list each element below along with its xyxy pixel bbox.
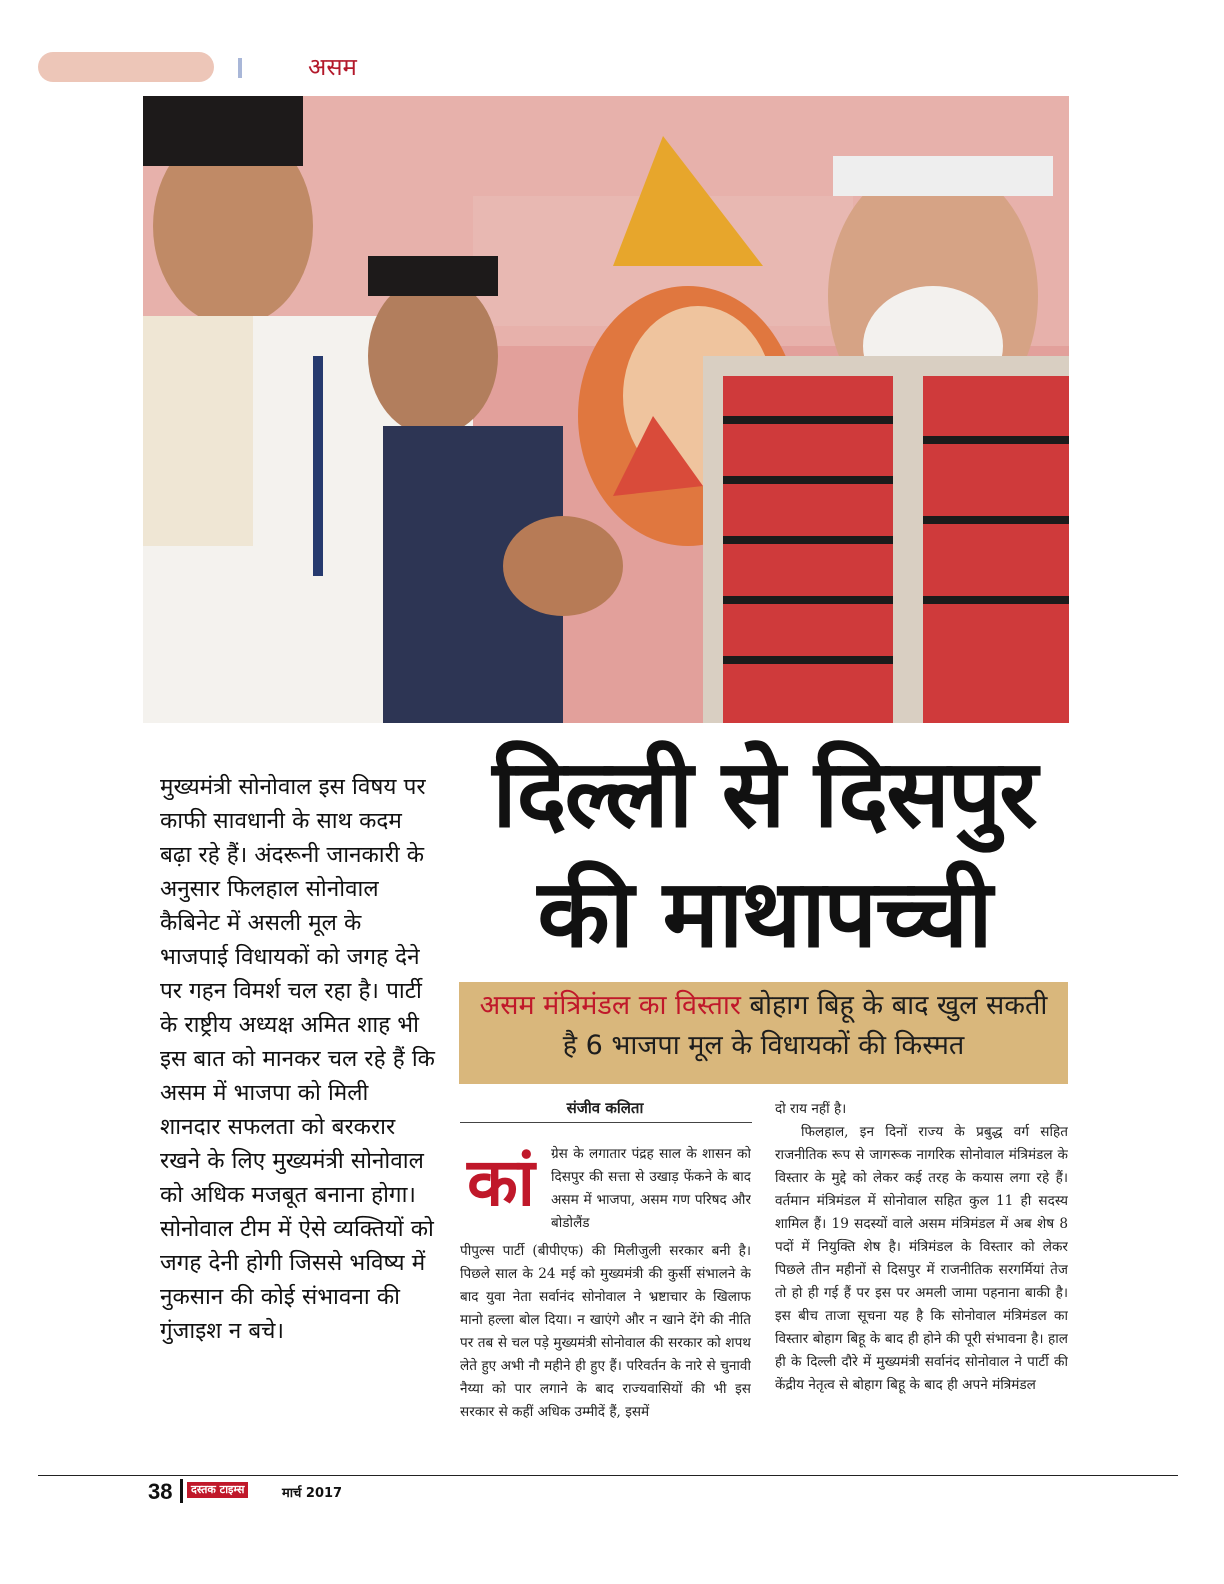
page-number: 38 bbox=[148, 1479, 173, 1504]
headline bbox=[460, 735, 1068, 975]
article-column-1: पीपुल्स पार्टी (बीपीएफ) की मिलीजुली सरकार बनी है। पिछले साल के 24 मई को मुख्यमंत्री की कुर्सी संभालने के बाद युवा नेता सर्वानंद सोनोवाल ने भ्रष्टाचार के खिलाफ मानो हल्ला बोल दिया। न खाएंगे और न खाने देंगे की नीति पर तब से चल पड़े मुख्यमंत्री सोनोवाल की सरकार को शपथ लेते हुए अभी नौ महीने ही हुए हैं। परिवर्तन के नारे से चुनावी नैय्या को पार लगाने के बाद राज्यवासियों की भी इस सरकार से कहीं अधिक उम्मीदें हैं, इसमें bbox=[460, 1243, 751, 1420]
byline-rule bbox=[460, 1122, 752, 1123]
headline-line-1: दिल्ली से दिसपुर bbox=[492, 740, 1036, 849]
issue-date: मार्च 2017 bbox=[282, 1486, 343, 1501]
subheadline-box bbox=[459, 982, 1068, 1084]
lead-photo bbox=[143, 96, 1069, 723]
article-lead-paragraph: ग्रेस के लगातार पंद्रह साल के शासन को दिसपुर की सत्ता से उखाड़ फेंकने के बाद असम में भाजपा, असम गण परिषद और बोडोलैंड bbox=[551, 1146, 751, 1231]
subheadline-text: बोहाग बिहू के बाद खुल सकती है 6 भाजपा मूल के विधायकों की किस्मत bbox=[562, 990, 1048, 1061]
footer-rule bbox=[38, 1475, 1178, 1476]
drop-cap: कां bbox=[467, 1144, 535, 1221]
footer-divider bbox=[180, 1479, 183, 1503]
lead-photo-illustration bbox=[143, 96, 1069, 723]
article-column-2 bbox=[775, 1098, 1068, 1462]
headline-line-2: की माथापच्ची bbox=[537, 860, 991, 969]
magazine-logo: दस्तक टाइम्स bbox=[187, 1482, 248, 1498]
article-paragraph: दो राय नहीं है। bbox=[775, 1101, 847, 1117]
subheadline-highlight: असम मंत्रिमंडल का विस्तार bbox=[479, 990, 741, 1021]
section-tab-pill bbox=[38, 52, 214, 82]
article-paragraph: फिलहाल, इन दिनों राज्य के प्रबुद्ध वर्ग सहित राजनीतिक रूप से जागरूक नागरिक सोनोवाल मंत्रिमंडल के विस्तार के मुद्दे को लेकर कई तरह के कयास लगा रहे हैं। वर्तमान मंत्रिमंडल में सोनोवाल सहित कुल 11 ही सदस्य शामिल हैं। 19 सदस्यों वाले असम मंत्रिमंडल में अब शेष 8 पदों में नियुक्ति शेष है। मंत्रिमंडल के विस्तार को लेकर पिछले तीन महीनों से दिसपुर में राजनीतिक सरगर्मियां तेज तो हो ही गई हैं पर इस पर अमली जामा पहनाना बाकी है। इस बीच ताजा सूचना यह है कि सोनोवाल मंत्रिमंडल का विस्तार बोहाग बिहू के बाद ही होने की पूरी संभावना है। हाल ही के दिल्ली दौरे में मुख्यमंत्री सर्वानंद सोनोवाल ने पार्टी की केंद्रीय नेतृत्व से बोहाग बिहू के बाद ही अपने मंत्रिमंडल bbox=[775, 1124, 1068, 1393]
section-label: असम bbox=[308, 53, 357, 81]
author-byline: संजीव कलिता bbox=[566, 1099, 644, 1117]
section-divider bbox=[238, 58, 242, 78]
sidebar-quote: मुख्यमंत्री सोनोवाल इस विषय पर काफी सावधानी के साथ कदम बढ़ा रहे हैं। अंदरूनी जानकारी के अनुसार फिलहाल सोनोवाल कैबिनेट में असली मूल के भाजपाई विधायकों को जगह देने पर गहन विमर्श चल रहा है। पार्टी के राष्ट्रीय अध्यक्ष अमित शाह भी इस बात को मानकर चल रहे हैं कि असम में भाजपा को मिली शानदार सफलता को बरकरार रखने के लिए मुख्यमंत्री सोनोवाल को अधिक मजबूत बनाना होगा। सोनोवाल टीम में ऐसे व्यक्तियों को जगह देनी होगी जिससे भविष्य में नुकसान की कोई संभावना की गुंजाइश न बचे। bbox=[160, 774, 435, 1344]
